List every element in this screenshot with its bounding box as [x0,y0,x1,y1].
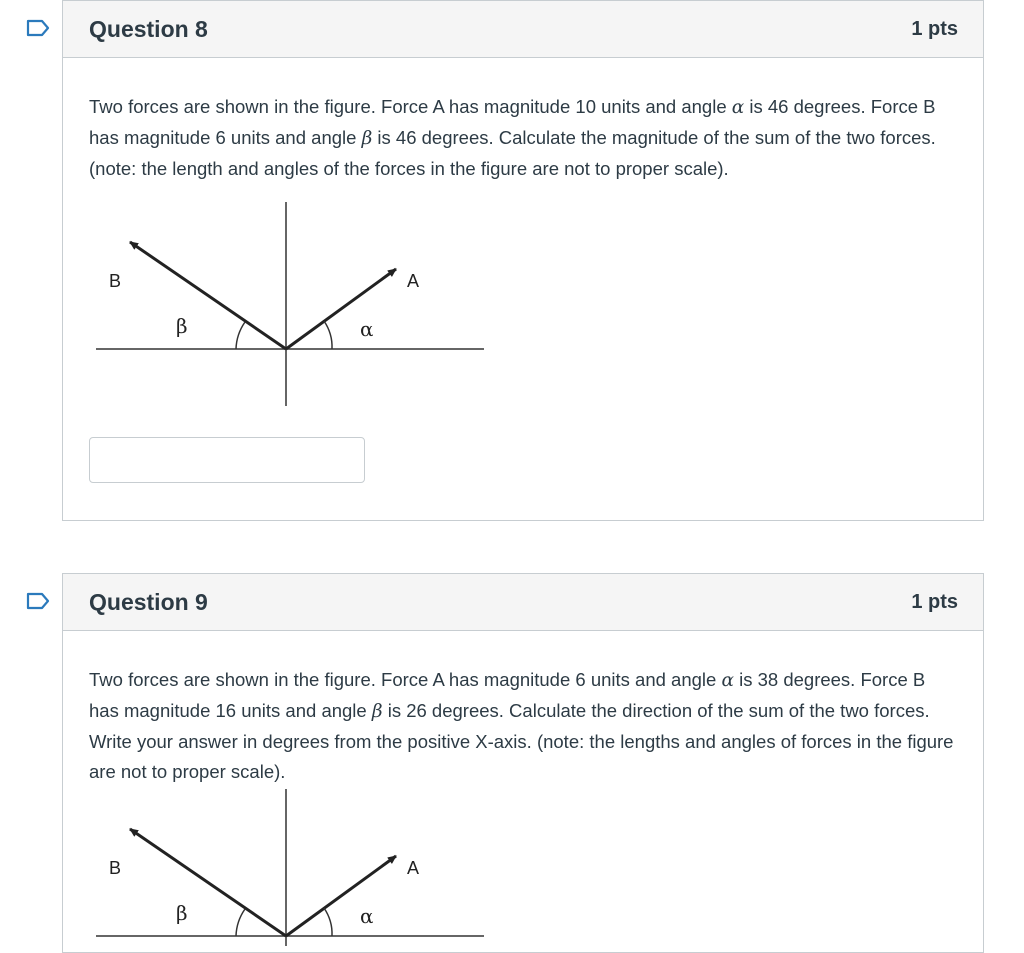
alpha-arc [324,908,332,936]
force-b-arrow [130,242,286,349]
force-diagram [96,786,496,946]
label-beta: β [176,314,188,338]
question-points: 1 pts [911,590,958,613]
question-9 [62,573,984,953]
label-b: B [109,271,122,291]
question-text: Two forces are shown in the figure. Force A has magnitude 6 units and angle α is 38 degrees. Force B has magnitude 16 units and angle β is 26 degrees. Calculate the direction of the sum of the two forces. Write your answer in degrees from the positive X-axis. (note: the lengths and angles of forces in the figure are not to proper scale). [89,669,954,782]
question-points: 1 pts [911,17,958,40]
question-8 [62,0,984,521]
flag-question-9-icon[interactable] [26,592,50,610]
question-8-header [63,1,983,58]
force-diagram [96,199,496,409]
force-b-arrow [130,829,286,936]
answer-input[interactable] [89,437,365,483]
beta-arc [236,909,245,936]
label-b: B [109,858,122,878]
alpha-arc [324,321,332,349]
label-beta: β [176,901,188,925]
beta-arc [236,322,245,349]
question-title: Question 8 [89,15,208,42]
force-a-arrow [286,856,396,936]
question-9-header [63,574,983,631]
question-title: Question 9 [89,588,208,615]
force-a-arrow [286,269,396,349]
label-a: A [407,858,420,878]
flag-question-8-icon[interactable] [26,19,50,37]
label-alpha: α [360,317,374,341]
label-a: A [407,271,420,291]
label-alpha: α [360,904,374,928]
question-text: Two forces are shown in the figure. Force A has magnitude 10 units and angle α is 46 degrees. Force B has magnitude 6 units and angle β is 46 degrees. Calculate the magnitude of the sum of the two forces. (note: the length and angles of the forces in the figure are not to proper scale). [89,96,936,179]
